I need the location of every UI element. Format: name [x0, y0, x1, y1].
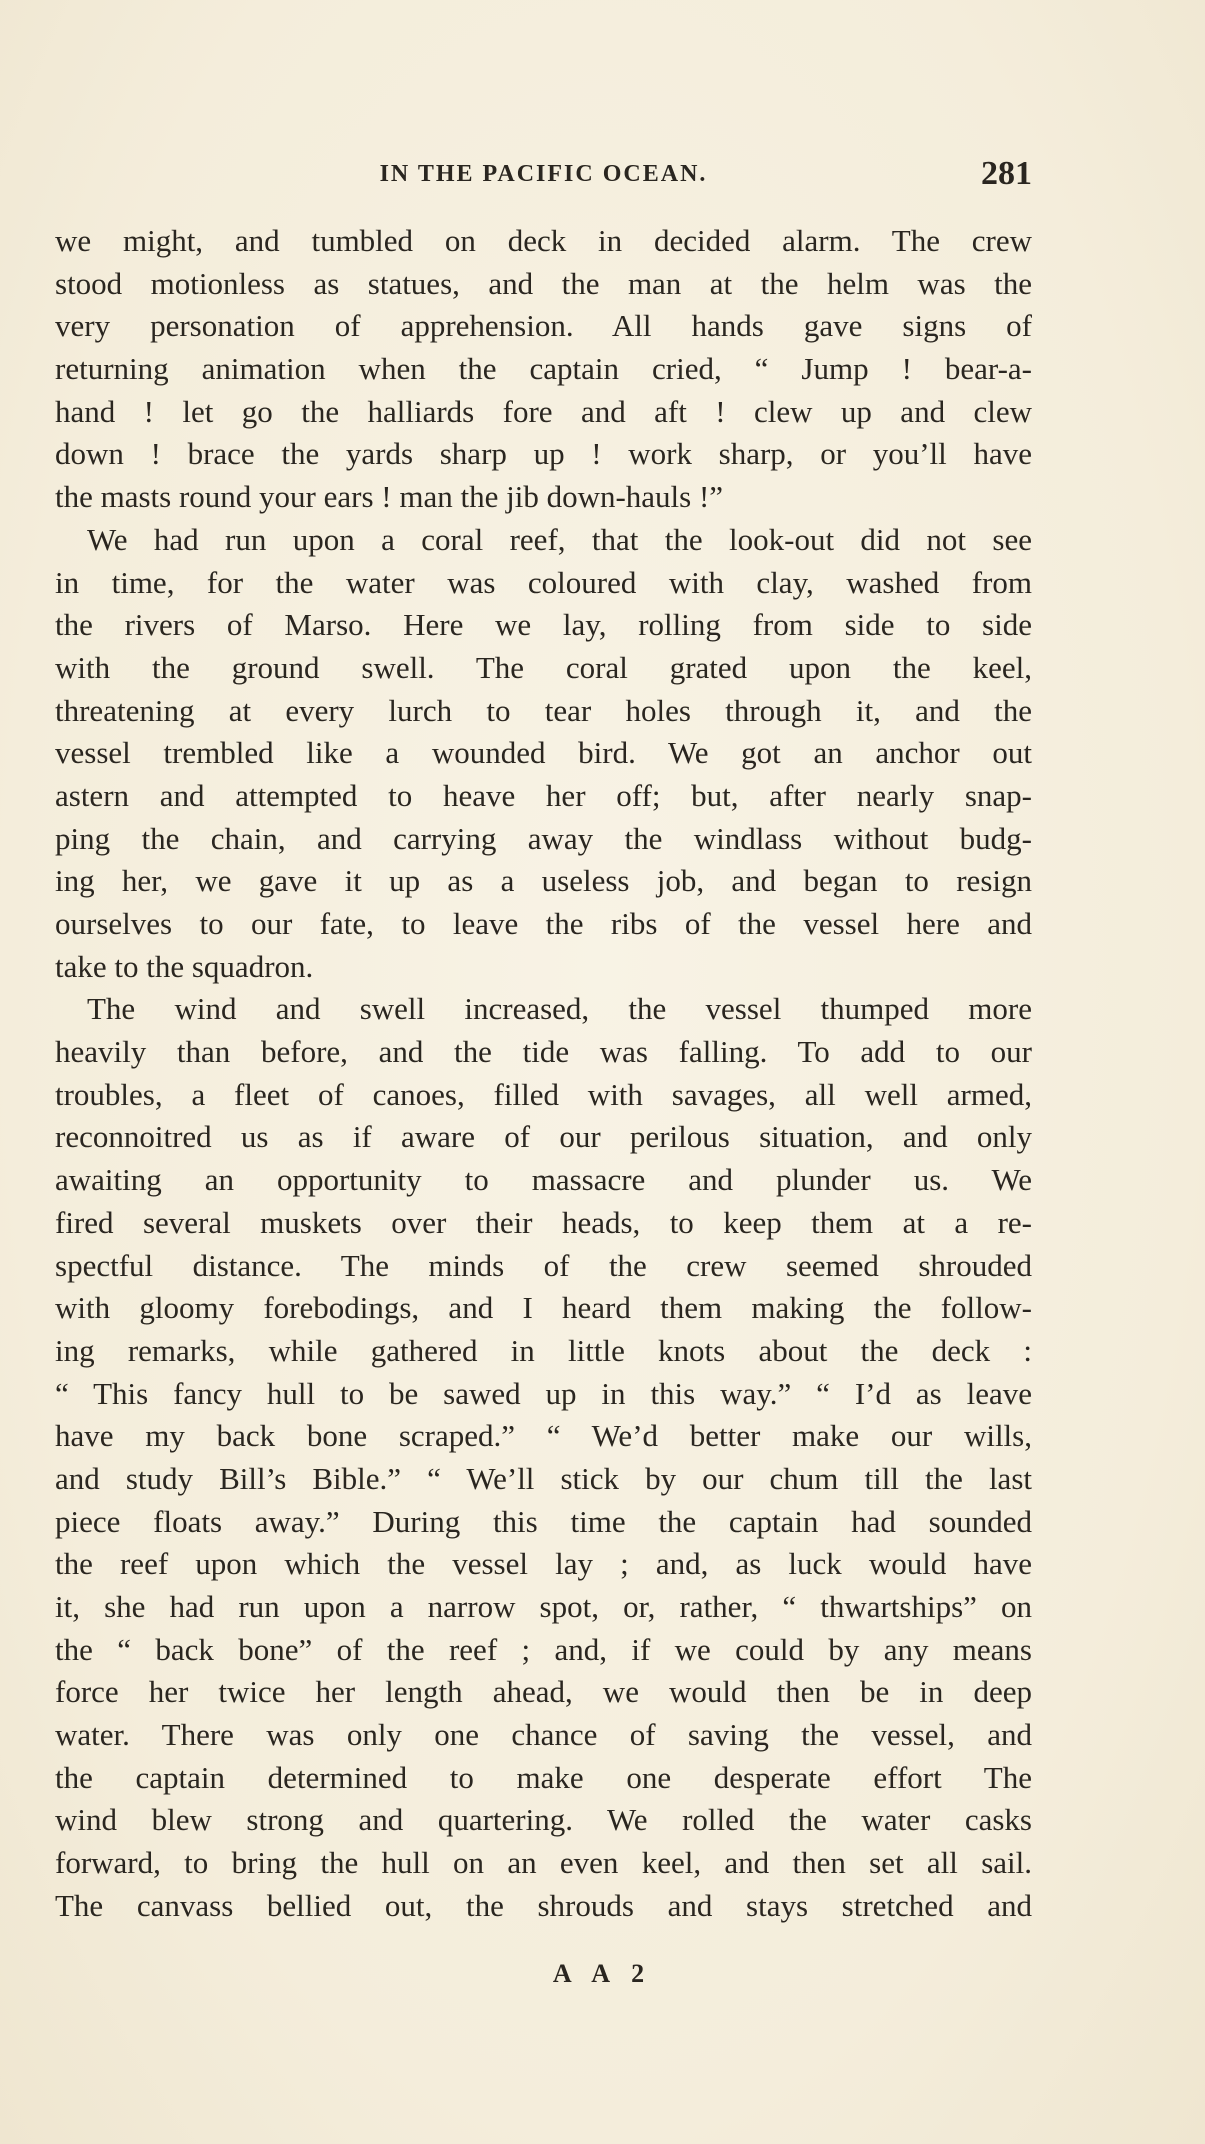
text-line: hand ! let go the halliards fore and aft ! clew up and clew [55, 393, 1032, 429]
text-line: returning animation when the captain cried, “ Jump ! bear-a- [55, 351, 1032, 387]
page-header [55, 155, 1032, 199]
text-line: we might, and tumbled on deck in decided alarm. The crew [55, 223, 1032, 258]
text-line: fired several muskets over their heads, to keep them at a re- [55, 1204, 1032, 1240]
text-line: down ! brace the yards sharp up ! work sharp, or you’ll have [55, 436, 1032, 472]
text-line: spectful distance. The minds of the crew seemed shrouded [55, 1247, 1032, 1283]
body-text [55, 220, 1032, 1928]
text-line: wind blew strong and quartering. We rolled the water casks [55, 1802, 1032, 1838]
text-line: “ This fancy hull to be sawed up in this way.” “ I’d as leave [55, 1375, 1032, 1411]
text-line: force her twice her length ahead, we would then be in deep [55, 1674, 1032, 1710]
text-line: have my back bone scraped.” “ We’d better make our wills, [55, 1418, 1032, 1454]
text-line: The canvass bellied out, the shrouds and stays stretched and [55, 1887, 1032, 1923]
text-line: forward, to bring the hull on an even keel, and then set all sail. [55, 1845, 1032, 1881]
text-line: take to the squadron. [55, 948, 314, 984]
text-line: it, she had run upon a narrow spot, or, rather, “ thwartships” on [55, 1589, 1032, 1624]
text-line: ourselves to our fate, to leave the ribs of the vessel here and [55, 906, 1032, 941]
text-line: threatening at every lurch to tear holes through it, and the [55, 692, 1032, 728]
running-head: IN THE PACIFIC OCEAN. [379, 161, 708, 187]
text-line: the captain determined to make one desperate effort The [55, 1759, 1032, 1795]
text-line: the masts round your ears ! man the jib down-hauls !” [55, 479, 724, 515]
text-line: ing remarks, while gathered in little knots about the deck : [55, 1332, 1032, 1368]
text-line: We had run upon a coral reef, that the look-out did not see [87, 521, 1032, 557]
text-line: ing her, we gave it up as a useless job, and began to resign [55, 863, 1032, 899]
text-line: astern and attempted to heave her off; but, after nearly snap- [55, 777, 1032, 813]
text-line: awaiting an opportunity to massacre and plunder us. We [55, 1162, 1032, 1198]
text-line: The wind and swell increased, the vessel thumped more [87, 991, 1032, 1027]
text-line: water. There was only one chance of saving the vessel, and [55, 1717, 1032, 1753]
text-line: the reef upon which the vessel lay ; and, as luck would have [55, 1546, 1032, 1582]
text-line: in time, for the water was coloured with clay, washed from [55, 564, 1032, 600]
text-line: the “ back bone” of the reef ; and, if we could by any means [55, 1631, 1032, 1667]
text-line: reconnoitred us as if aware of our perilous situation, and only [55, 1119, 1032, 1155]
text-line: piece floats away.” During this time the captain had sounded [55, 1503, 1032, 1539]
text-line: very personation of apprehension. All hands gave signs of [55, 308, 1032, 344]
text-line: the rivers of Marso. Here we lay, rolling from side to side [55, 607, 1032, 643]
text-line: stood motionless as statues, and the man at the helm was the [55, 265, 1032, 301]
page-number: 281 [981, 155, 1032, 192]
text-line: and study Bill’s Bible.” “ We’ll stick by our chum till the last [55, 1460, 1032, 1496]
text-line: heavily than before, and the tide was falling. To add to our [55, 1034, 1032, 1070]
text-line: with gloomy forebodings, and I heard them making the follow- [55, 1290, 1032, 1326]
text-line: vessel trembled like a wounded bird. We got an anchor out [55, 735, 1032, 771]
text-line: troubles, a fleet of canoes, filled with savages, all well armed, [55, 1076, 1032, 1112]
signature-mark: A A 2 [552, 1959, 653, 1988]
text-line: with the ground swell. The coral grated upon the keel, [55, 649, 1032, 685]
text-line: ping the chain, and carrying away the windlass without budg- [55, 820, 1032, 856]
